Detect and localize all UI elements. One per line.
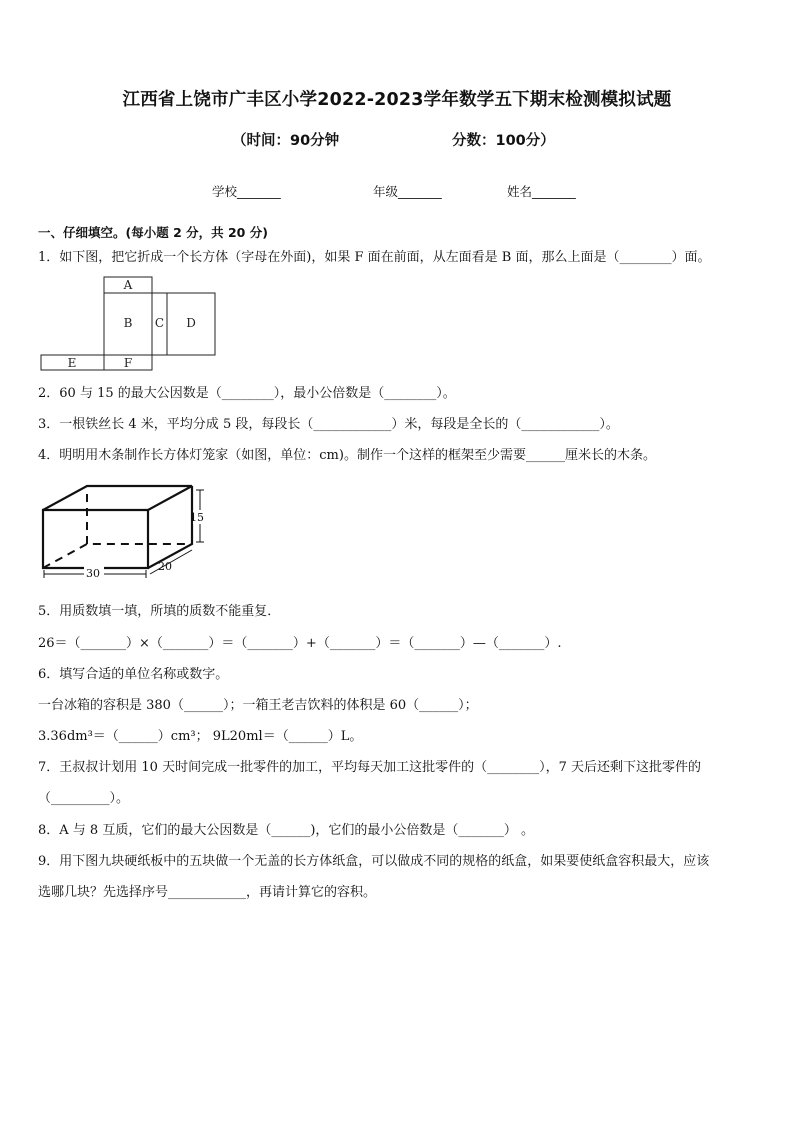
school-field: 学校_______ bbox=[212, 184, 281, 199]
exam-score: 分数：100分） bbox=[452, 133, 555, 149]
face-label-f: F bbox=[123, 356, 133, 370]
exam-time: （时间：90分钟 bbox=[232, 133, 340, 149]
question-3: 3．一根铁丝长 4 米，平均分成 5 段，每段长（____________）米，每段是全长的（____________）。 bbox=[38, 417, 619, 432]
face-label-b: B bbox=[123, 316, 133, 330]
question-9-line-1: 9．用下图九块硬纸板中的五块做一个无盖的长方体纸盒，可以做成不同的规格的纸盒，如果要使纸盒容积最大，应该 bbox=[38, 854, 710, 869]
grade-field: 年级_______ bbox=[373, 184, 442, 199]
question-6-line-1: 一台冰箱的容积是 380（______）；一箱王老吉饮料的体积是 60（______）； bbox=[38, 698, 478, 713]
question-6-line-2: 3.36dm³＝（______）cm³； 9L20ml＝（______）L。 bbox=[38, 729, 363, 744]
lantern-box-figure bbox=[36, 480, 216, 580]
question-6: 6．填写合适的单位名称或数字。 bbox=[38, 667, 229, 682]
face-label-e: E bbox=[67, 356, 77, 370]
height-label: 15 bbox=[190, 511, 204, 524]
question-7-line-2: （_________）。 bbox=[38, 791, 130, 806]
question-5: 5．用质数填一填，所填的质数不能重复． bbox=[38, 604, 281, 619]
face-label-a: A bbox=[123, 278, 133, 292]
question-9-line-2: 选哪几块？先选择序号____________，再请计算它的容积。 bbox=[38, 885, 377, 900]
question-8: 8．A 与 8 互质，它们的最大公因数是（______)，它们的最小公倍数是（_______） 。 bbox=[38, 823, 535, 838]
section-heading: 一、仔细填空。(每小题 2 分，共 20 分) bbox=[38, 225, 268, 240]
length-label: 30 bbox=[86, 567, 100, 580]
question-7-line-1: 7．王叔叔计划用 10 天时间完成一批零件的加工，平均每天加工这批零件的（________），7 天后还剩下这批零件的 bbox=[38, 760, 701, 775]
face-label-d: D bbox=[186, 316, 196, 330]
question-4: 4．明明用木条制作长方体灯笼家（如图，单位：cm)。制作一个这样的框架至少需要______厘米长的木条。 bbox=[38, 448, 656, 463]
question-5-equation: 26＝（_______）×（_______）＝（_______）+（_______）＝（_______）—（_______）. bbox=[38, 636, 562, 651]
question-1: 1．如下图，把它折成一个长方体（字母在外面)，如果 F 面在前面，从左面看是 B 面，那么上面是（________）面。 bbox=[38, 250, 711, 265]
width-label: 20 bbox=[158, 560, 172, 573]
page-title: 江西省上饶市广丰区小学2022-2023学年数学五下期末检测模拟试题 bbox=[122, 90, 672, 110]
name-field: 姓名_______ bbox=[507, 184, 576, 199]
face-label-c: C bbox=[154, 316, 165, 330]
cuboid-net-figure bbox=[40, 276, 220, 372]
question-2: 2．60 与 15 的最大公因数是（________），最小公倍数是（________）。 bbox=[38, 386, 456, 401]
